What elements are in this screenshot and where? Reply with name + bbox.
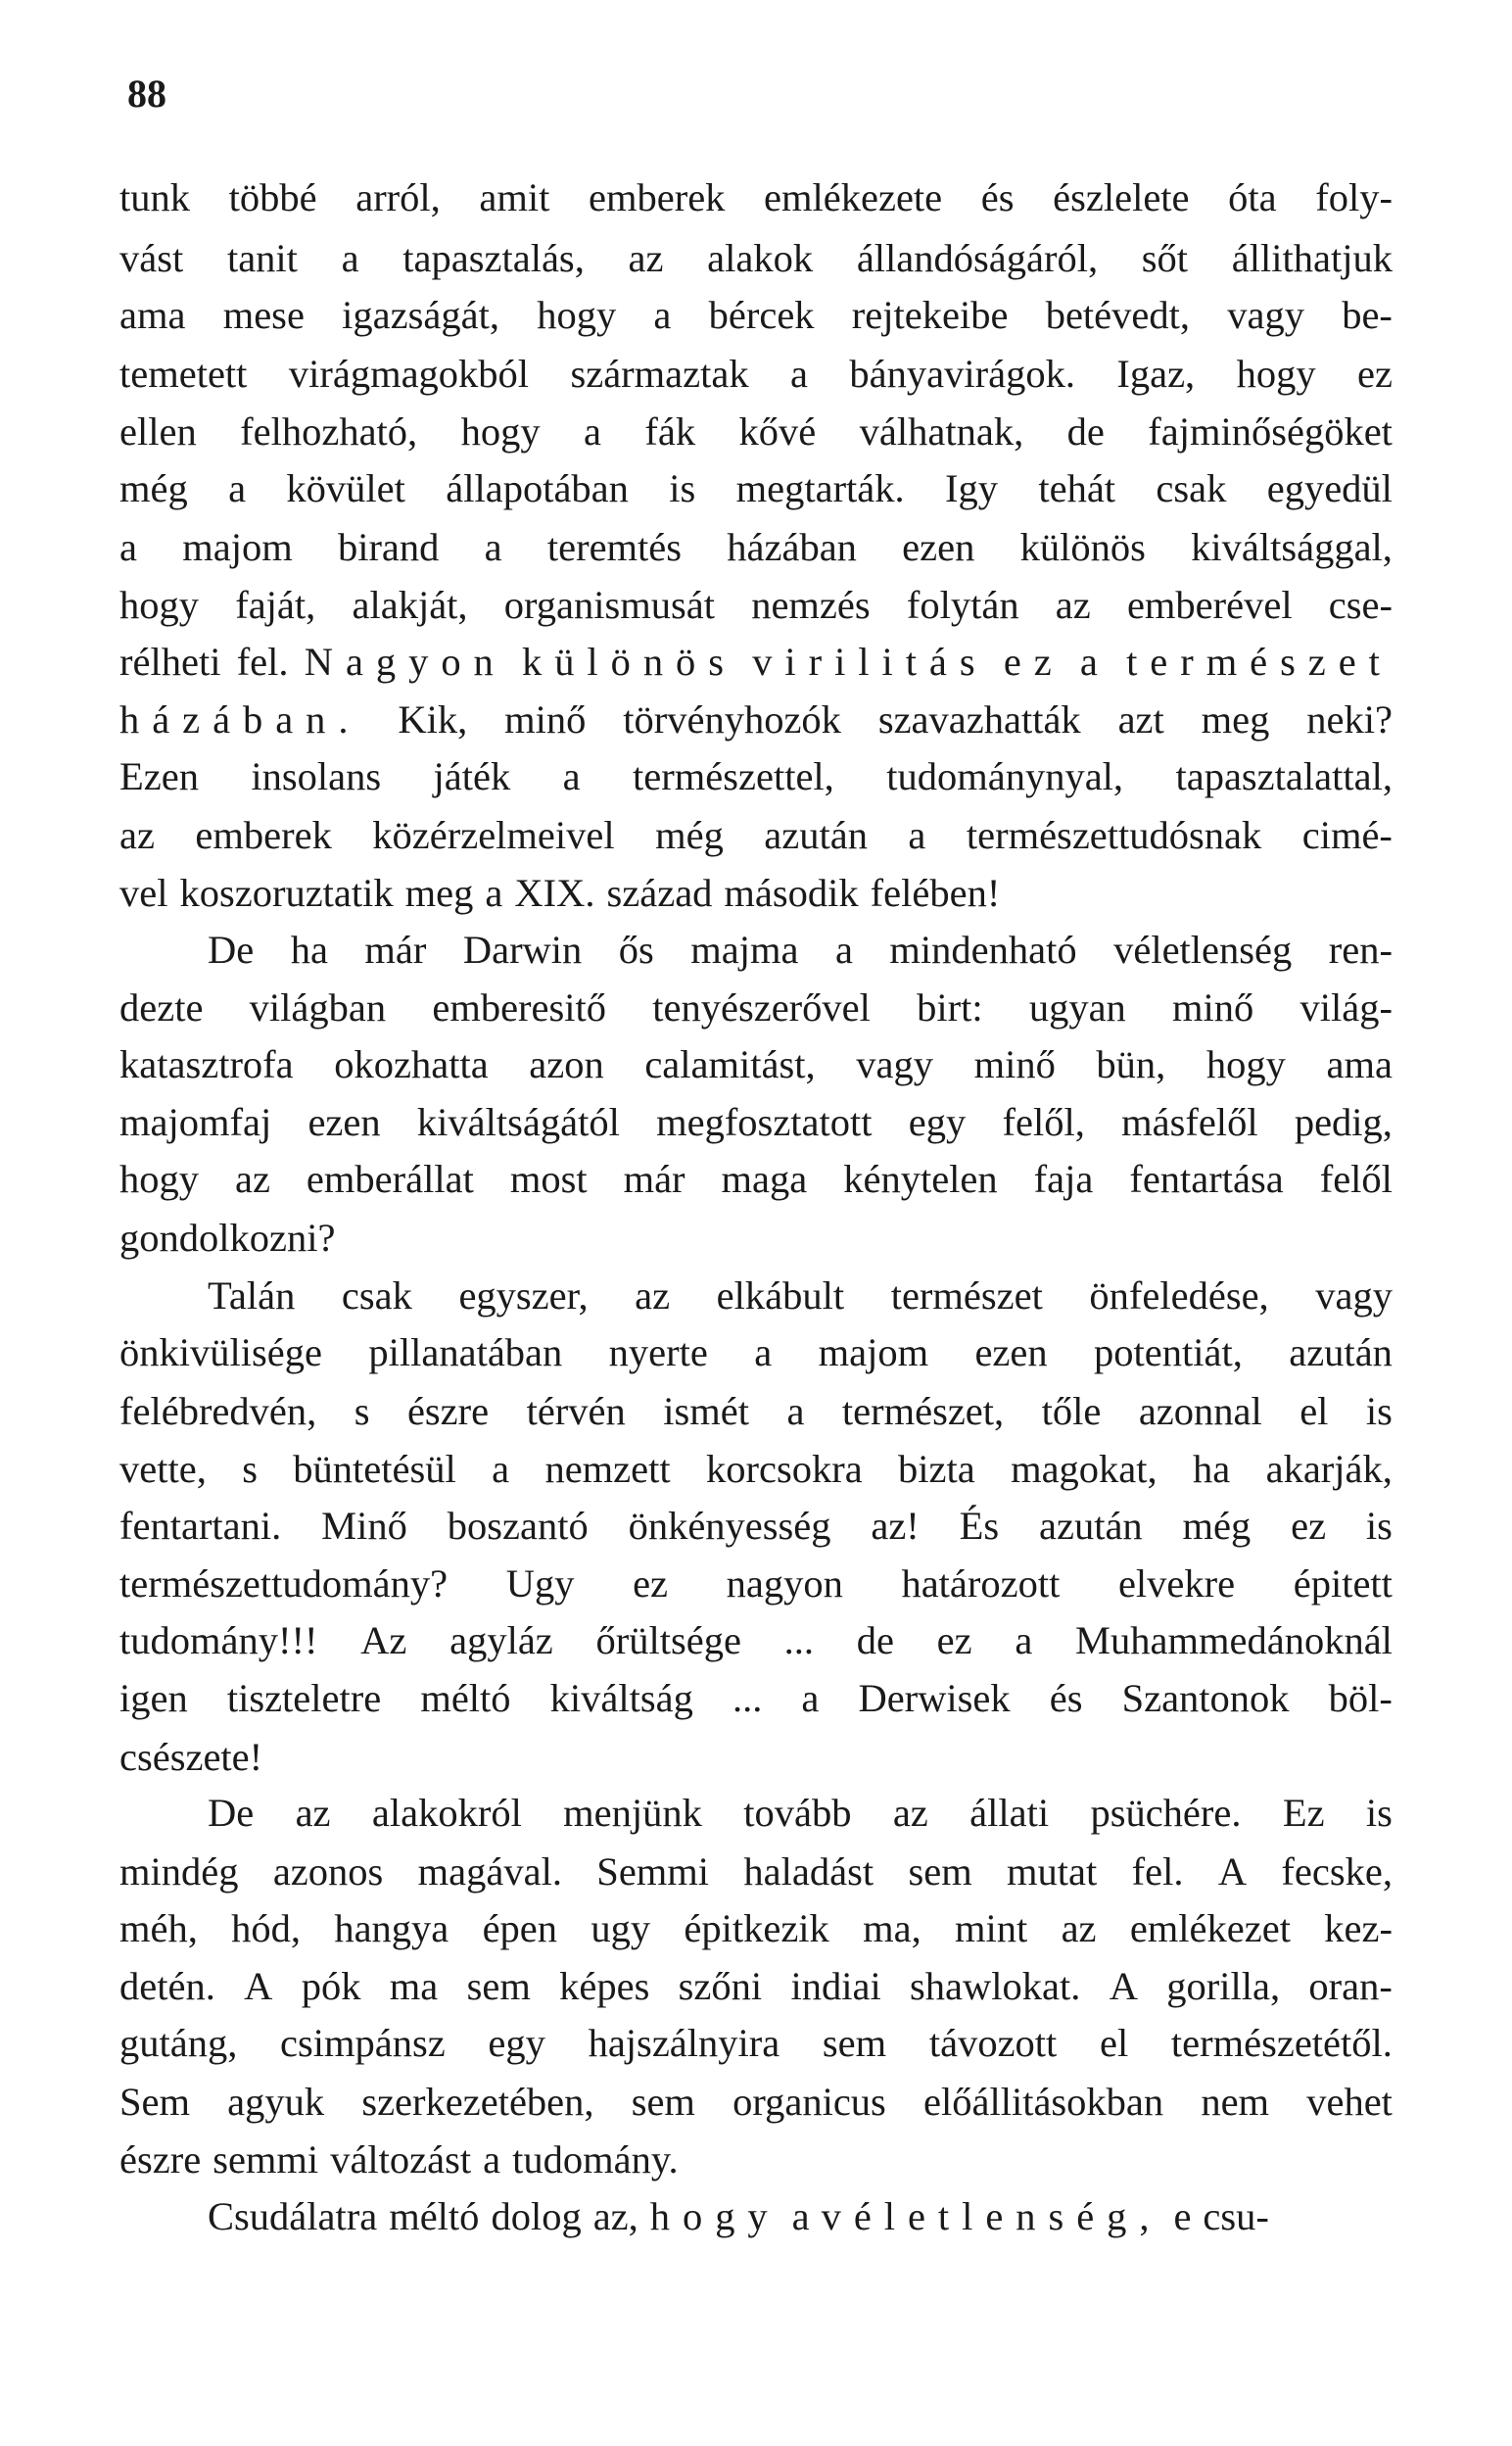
text-line: De ha már Darwin ős majma a mindenható véletlenség ren- xyxy=(208,928,1393,972)
text-line: Csudálatra méltó dolog az, hogy a véletlenség, e csu- xyxy=(208,2194,1269,2238)
text-line: tudomány!!! Az agyláz őrültsége ... de ez a Muhammedánoknál xyxy=(119,1618,1393,1662)
text-line: természettudomány? Ugy ez nagyon határozott elvekre épitett xyxy=(119,1560,1393,1606)
text-line: mindég azonos magával. Semmi haladást sem mutat fel. A fecske, xyxy=(119,1848,1393,1894)
text-line: gondolkozni? xyxy=(119,1216,336,1260)
text-line: fentartani. Minő boszantó önkényesség az! És azután még ez is xyxy=(119,1504,1393,1548)
text-line: észre semmi változást a tudomány. xyxy=(119,2136,679,2182)
text-line: vette, s büntetésül a nemzett korcsokra bizta magokat, ha akarják, xyxy=(119,1446,1393,1491)
text-line: házában. Kik, minő törvényhozók szavazhatták azt meg neki? xyxy=(119,696,1393,742)
text-line: ellen felhozható, hogy a fák kővé válhatnak, de fajminőségöket xyxy=(119,408,1393,454)
text-line: ama mese igazságát, hogy a bércek rejtekeibe betévedt, vagy be- xyxy=(119,293,1393,337)
text-line: rélheti fel. Nagyon különös virilitás ez a természet xyxy=(119,640,1393,684)
text-line: dezte világban emberesitő tenyészerővel birt: ugyan minő világ- xyxy=(119,984,1393,1030)
text-line: katasztrofa okozhatta azon calamitást, vagy minő bün, hogy ama xyxy=(119,1042,1393,1086)
text-line: Sem agyuk szerkezetében, sem organicus előállitásokban nem vehet xyxy=(119,2080,1393,2124)
text-line: Ezen insolans játék a természettel, tudománynyal, tapasztalattal, xyxy=(119,754,1393,798)
text-line: tunk többé arról, amit emberek emlékezete és észlelete óta foly- xyxy=(119,175,1393,219)
text-line: felébredvén, s észre térvén ismét a természet, tőle azonnal el is xyxy=(119,1389,1393,1433)
text-line: a majom birand a teremtés házában ezen különös kiváltsággal, xyxy=(119,525,1393,569)
text-line: Talán csak egyszer, az elkábult természet önfeledése, vagy xyxy=(208,1272,1393,1318)
text-line: temetett virágmagokból származtak a bányavirágok. Igaz, hogy ez xyxy=(119,352,1393,396)
text-line: vást tanit a tapasztalás, az alakok állandóságáról, sőt állithatjuk xyxy=(119,235,1393,280)
text-line: méh, hód, hangya épen ugy épitkezik ma, mint az emlékezet kez- xyxy=(119,1906,1393,1950)
text-line: hogy az emberállat most már maga kénytelen faja fentartása felől xyxy=(119,1157,1393,1201)
text-line: majomfaj ezen kiváltságától megfosztatott egy felől, másfelől pedig, xyxy=(119,1099,1393,1144)
text-line: detén. A pók ma sem képes szőni indiai shawlokat. A gorilla, oran- xyxy=(119,1963,1393,2008)
text-line: gutáng, csimpánsz egy hajszálnyira sem távozott el természetétől. xyxy=(119,2021,1393,2065)
text-line: csészete! xyxy=(119,1734,263,1779)
text-line: az emberek közérzelmeivel még azután a természettudósnak cimé- xyxy=(119,813,1393,857)
page-number: 88 xyxy=(127,72,166,116)
text-line: még a kövület állapotában is megtarták. Igy tehát csak egyedül xyxy=(119,466,1393,510)
text-line: hogy faját, alakját, organismusát nemzés folytán az emberével cse- xyxy=(119,582,1393,627)
text-line: igen tiszteletre méltó kiváltság ... a Derwisek és Szantonok böl- xyxy=(119,1675,1393,1720)
text-line: De az alakokról menjünk tovább az állati psüchére. Ez is xyxy=(208,1790,1393,1835)
text-line: önkivülisége pillanatában nyerte a majom ezen potentiát, azután xyxy=(119,1330,1393,1374)
text-line: vel koszoruztatik meg a XIX. század második felében! xyxy=(119,870,1001,915)
